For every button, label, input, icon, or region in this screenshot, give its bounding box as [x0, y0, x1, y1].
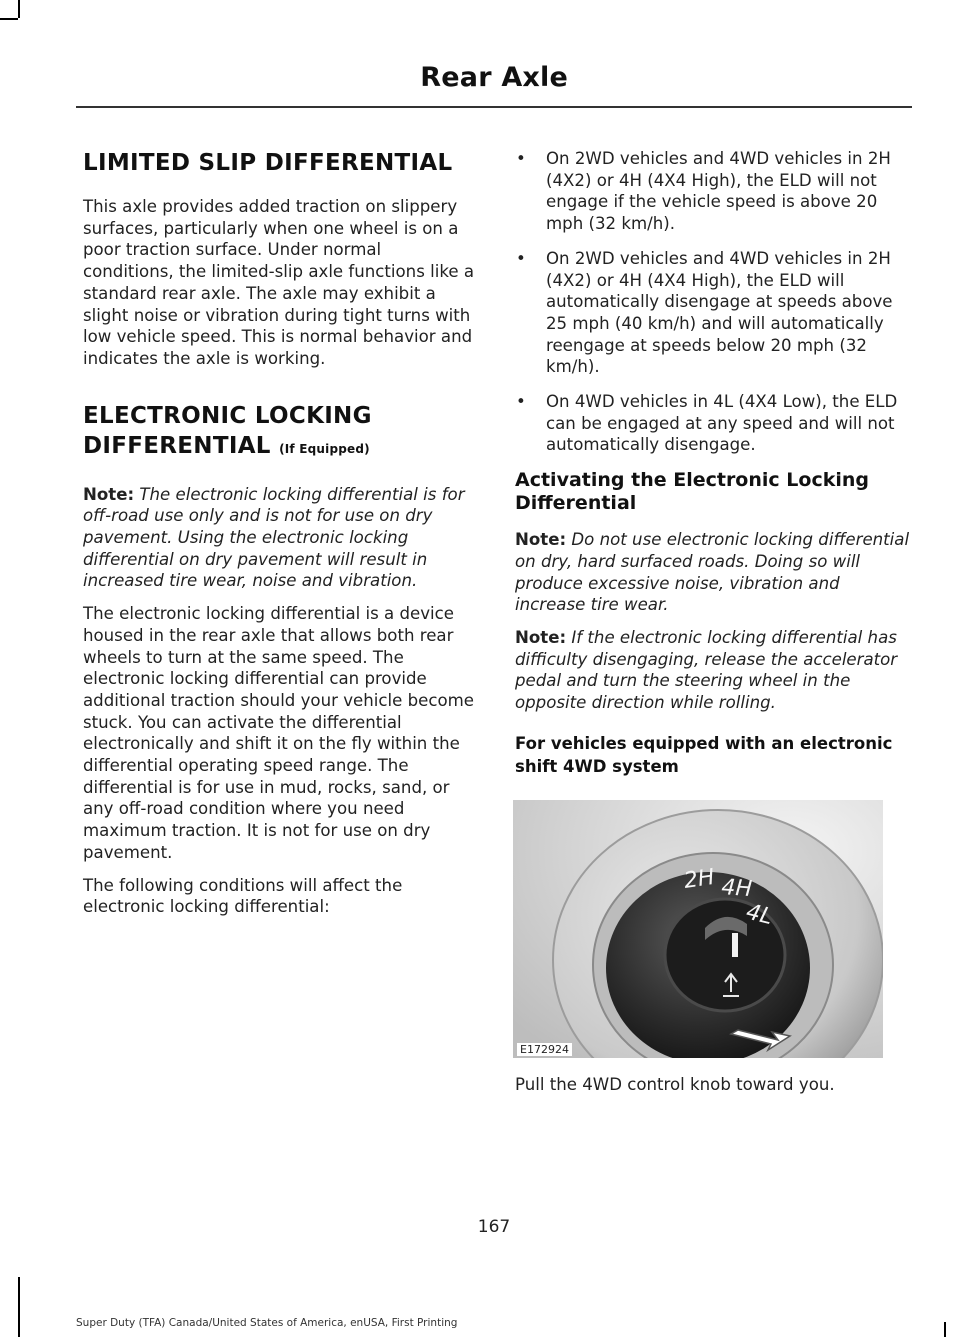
- crop-mark: [18, 1277, 20, 1337]
- figure-label-2h: 2H: [682, 864, 717, 894]
- crop-mark: [0, 18, 18, 20]
- page-title: Rear Axle: [420, 62, 568, 93]
- 4wd-knob-illustration: [513, 800, 883, 1058]
- list-item: [513, 148, 910, 235]
- eld-heading-line2: DIFFERENTIAL: [83, 432, 271, 459]
- note-disengaging: [515, 627, 910, 714]
- eld-body-1: The electronic locking differential is a device housed in the rear axle that allows both rear wheels to turn at the same speed. The electronic locking differential can provide additional traction should your vehicle become stuck. You can activate the differential electronically and shift it on the fly within the differential operating speed range. The differential is for use in mud, rocks, sand, or any off-road condition where you need maximum traction. It is not for use on dry pavement.: [83, 604, 474, 862]
- left-column: [83, 148, 475, 918]
- eld-conditions-list: [513, 148, 910, 456]
- list-item-text: On 2WD vehicles and 4WD vehicles in 2H (4X2) or 4H (4X4 High), the ELD will automatically disengage at speeds above 25 mph (40 km/h) and will automatically reengage at speeds below 20 mph (32 km/h).: [546, 248, 893, 377]
- eld-body-2: The following conditions will affect the electronic locking differential:: [83, 875, 403, 917]
- list-item-text: On 2WD vehicles and 4WD vehicles in 2H (4X2) or 4H (4X4 High), the ELD will not engage if the vehicle speed is above 20 mph (32 km/h).: [546, 149, 891, 234]
- bullet-icon: •: [516, 149, 526, 168]
- right-column: [515, 148, 910, 1095]
- figure-label-4l: 4L: [743, 899, 776, 930]
- note-text: The electronic locking differential is for off-road use only and is not for use on dry pavement. Using the electronic locking differential on dry pavement will result in increased tire wear, noise and vibration.: [83, 484, 465, 591]
- lsd-heading: LIMITED SLIP DIFFERENTIAL: [83, 150, 453, 176]
- header-divider: [76, 106, 912, 108]
- 4wd-control-knob-figure: [513, 800, 883, 1058]
- note-eld-offroad: [83, 484, 475, 593]
- note-text: Do not use electronic locking differential on dry, hard surfaced roads. Doing so will produce excessive noise, vibration and increase tire wear.: [515, 530, 910, 615]
- figure-label-4h: 4H: [720, 874, 753, 902]
- bullet-icon: •: [516, 392, 526, 412]
- electronic-shift-heading: For vehicles equipped with an electronic shift 4WD system: [515, 733, 893, 776]
- list-item: [513, 248, 910, 378]
- crop-mark: [944, 1322, 946, 1337]
- note-label: Note:: [515, 530, 567, 550]
- note-label: Note:: [83, 484, 135, 504]
- list-item-text: On 4WD vehicles in 4L (4X4 Low), the ELD can be engaged at any speed and will not automatically disengage.: [546, 392, 898, 455]
- note-label: Note:: [515, 627, 567, 647]
- bullet-icon: •: [516, 248, 526, 268]
- note-text: If the electronic locking differential has difficulty disengaging, release the accelerator pedal and turn the steering wheel in the opposite direction while rolling.: [515, 627, 898, 713]
- list-item: [513, 391, 910, 456]
- crop-mark: [18, 0, 20, 18]
- eld-heading: [83, 401, 475, 464]
- if-equipped-label: (If Equipped): [279, 441, 370, 456]
- lsd-body: This axle provides added traction on slippery surfaces, particularly when one wheel is on a poor traction surface. Under normal conditions, the limited-slip axle functions like a standard rear axle. The axle may exhibit a slight noise or vibration during tight turns with low vehicle speed. This is normal behavior and indicates the axle is working.: [83, 197, 475, 368]
- activating-heading: Activating the Electronic Locking Differential: [515, 469, 869, 515]
- footer-edition-info: Super Duty (TFA) Canada/United States of America, enUSA, First Printing: [76, 1317, 458, 1329]
- note-dry-roads: [515, 529, 910, 616]
- eld-heading-line1: ELECTRONIC LOCKING: [83, 402, 372, 429]
- pull-knob-instruction: Pull the 4WD control knob toward you.: [515, 1074, 835, 1094]
- page-number: 167: [477, 1217, 511, 1237]
- figure-id-label: E172924: [517, 1043, 572, 1056]
